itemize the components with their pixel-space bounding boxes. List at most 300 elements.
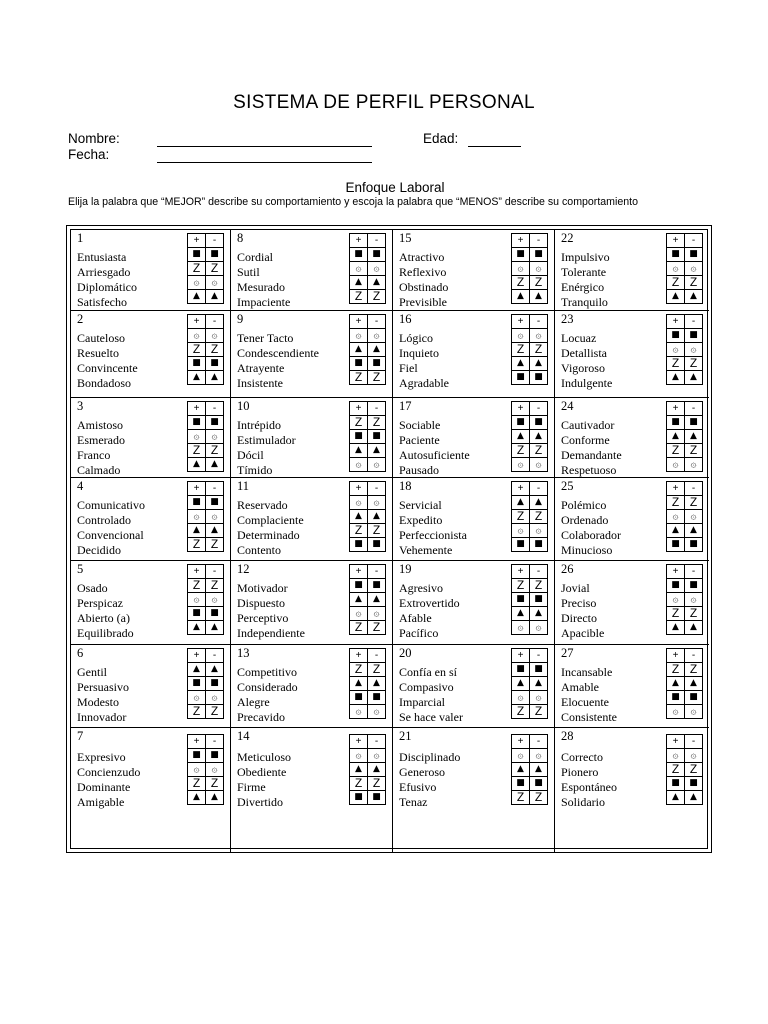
gear-icon[interactable]: ۞	[188, 510, 206, 524]
triangle-icon[interactable]: ▲	[667, 371, 685, 385]
square-icon[interactable]: ■	[368, 357, 386, 371]
gear-icon[interactable]: ۞	[350, 749, 368, 763]
square-icon[interactable]: ■	[530, 593, 548, 607]
triangle-icon[interactable]: ▲	[530, 677, 548, 691]
gear-icon[interactable]: ۞	[667, 458, 685, 472]
square-icon[interactable]: ■	[188, 357, 206, 371]
triangle-icon[interactable]: ▲	[685, 524, 703, 538]
triangle-icon[interactable]: ▲	[188, 371, 206, 385]
square-icon[interactable]: ■	[667, 691, 685, 705]
z-letter-icon[interactable]: Z	[685, 357, 703, 371]
gear-icon[interactable]: ۞	[188, 276, 206, 290]
z-letter-icon[interactable]: Z	[512, 705, 530, 719]
most-header: +	[667, 482, 685, 496]
triangle-icon[interactable]: ▲	[350, 510, 368, 524]
group-number: 28	[561, 729, 574, 743]
z-letter-icon[interactable]: Z	[685, 763, 703, 777]
gear-icon[interactable]: ۞	[368, 705, 386, 719]
z-letter-icon[interactable]: Z	[188, 262, 206, 276]
word-option: Tenaz	[399, 795, 428, 809]
word-option: Extrovertido	[399, 596, 460, 610]
square-icon[interactable]: ■	[530, 538, 548, 552]
square-icon[interactable]: ■	[206, 357, 224, 371]
triangle-icon[interactable]: ▲	[206, 621, 224, 635]
triangle-icon[interactable]: ▲	[368, 343, 386, 357]
word-option: Autosuficiente	[399, 448, 470, 462]
z-letter-icon[interactable]: Z	[206, 777, 224, 791]
gear-icon[interactable]: ۞	[685, 510, 703, 524]
triangle-icon[interactable]: ▲	[667, 290, 685, 304]
gear-icon[interactable]: ۞	[530, 749, 548, 763]
triangle-icon[interactable]: ▲	[667, 791, 685, 805]
square-icon[interactable]: ■	[512, 248, 530, 262]
square-icon[interactable]: ■	[667, 777, 685, 791]
z-letter-icon[interactable]: Z	[350, 524, 368, 538]
word-option: Cordial	[237, 250, 273, 264]
triangle-icon[interactable]: ▲	[206, 371, 224, 385]
z-letter-icon[interactable]: Z	[368, 524, 386, 538]
least-header: -	[206, 565, 224, 579]
gear-icon[interactable]: ۞	[667, 510, 685, 524]
square-icon[interactable]: ■	[350, 430, 368, 444]
triangle-icon[interactable]: ▲	[188, 663, 206, 677]
most-header: +	[667, 565, 685, 579]
gear-icon[interactable]: ۞	[350, 705, 368, 719]
square-icon[interactable]: ■	[188, 607, 206, 621]
square-icon[interactable]: ■	[350, 691, 368, 705]
word-group	[555, 230, 709, 311]
triangle-icon[interactable]: ▲	[530, 290, 548, 304]
square-icon[interactable]: ■	[512, 593, 530, 607]
square-icon[interactable]: ■	[368, 248, 386, 262]
z-letter-icon[interactable]: Z	[530, 343, 548, 357]
square-icon[interactable]: ■	[685, 416, 703, 430]
triangle-icon[interactable]: ▲	[512, 290, 530, 304]
date-field[interactable]	[157, 148, 372, 163]
z-letter-icon[interactable]: Z	[350, 371, 368, 385]
square-icon[interactable]: ■	[512, 777, 530, 791]
answer-table	[666, 481, 703, 552]
square-icon[interactable]: ■	[512, 416, 530, 430]
gear-icon[interactable]: ۞	[667, 749, 685, 763]
square-icon[interactable]: ■	[350, 248, 368, 262]
word-option: Atrayente	[237, 361, 285, 375]
least-header: -	[530, 565, 548, 579]
triangle-icon[interactable]: ▲	[368, 444, 386, 458]
answer-table	[511, 233, 548, 304]
z-letter-icon[interactable]: Z	[368, 777, 386, 791]
z-letter-icon[interactable]: Z	[350, 663, 368, 677]
gear-icon[interactable]: ۞	[188, 691, 206, 705]
square-icon[interactable]: ■	[685, 691, 703, 705]
triangle-icon[interactable]: ▲	[667, 677, 685, 691]
word-option: Mesurado	[237, 280, 285, 294]
least-header: -	[368, 735, 386, 749]
gear-icon[interactable]: ۞	[368, 496, 386, 510]
word-option: Consistente	[561, 710, 617, 724]
triangle-icon[interactable]: ▲	[350, 677, 368, 691]
square-icon[interactable]: ■	[350, 579, 368, 593]
answer-table	[511, 401, 548, 472]
z-letter-icon[interactable]: Z	[350, 621, 368, 635]
gear-icon[interactable]: ۞	[530, 329, 548, 343]
word-option: Independiente	[237, 626, 305, 640]
most-header: +	[350, 735, 368, 749]
z-letter-icon[interactable]: Z	[206, 343, 224, 357]
gear-icon[interactable]: ۞	[368, 607, 386, 621]
z-letter-icon[interactable]: Z	[188, 777, 206, 791]
triangle-icon[interactable]: ▲	[512, 763, 530, 777]
triangle-icon[interactable]: ▲	[368, 593, 386, 607]
z-letter-icon[interactable]: Z	[512, 579, 530, 593]
gear-icon[interactable]: ۞	[530, 621, 548, 635]
most-header: +	[350, 234, 368, 248]
z-letter-icon[interactable]: Z	[530, 579, 548, 593]
z-letter-icon[interactable]: Z	[512, 343, 530, 357]
word-option: Demandante	[561, 448, 622, 462]
gear-icon[interactable]: ۞	[350, 262, 368, 276]
word-option: Calmado	[77, 463, 121, 477]
gear-icon[interactable]: ۞	[188, 763, 206, 777]
word-option: Perspicaz	[77, 596, 123, 610]
word-option: Afable	[399, 611, 432, 625]
triangle-icon[interactable]: ▲	[530, 496, 548, 510]
square-icon[interactable]: ■	[685, 329, 703, 343]
z-letter-icon[interactable]: Z	[685, 444, 703, 458]
z-letter-icon[interactable]: Z	[512, 444, 530, 458]
triangle-icon[interactable]: ▲	[685, 621, 703, 635]
word-option: Gentil	[77, 665, 107, 679]
word-option: Detallista	[561, 346, 607, 360]
word-group	[71, 398, 231, 478]
word-option: Convencional	[77, 528, 144, 542]
z-letter-icon[interactable]: Z	[206, 579, 224, 593]
word-option: Se hace valer	[399, 710, 463, 724]
gear-icon[interactable]: ۞	[512, 749, 530, 763]
word-list	[237, 581, 305, 641]
z-letter-icon[interactable]: Z	[350, 416, 368, 430]
z-letter-icon[interactable]: Z	[512, 791, 530, 805]
z-letter-icon[interactable]: Z	[368, 416, 386, 430]
word-list	[561, 331, 612, 391]
square-icon[interactable]: ■	[512, 538, 530, 552]
gear-icon[interactable]: ۞	[368, 329, 386, 343]
word-group	[231, 645, 393, 728]
triangle-icon[interactable]: ▲	[685, 677, 703, 691]
gear-icon[interactable]: ۞	[512, 524, 530, 538]
gear-icon[interactable]: ۞	[685, 705, 703, 719]
most-header: +	[188, 315, 206, 329]
square-icon[interactable]: ■	[667, 538, 685, 552]
group-number: 9	[237, 312, 244, 326]
z-letter-icon[interactable]: Z	[512, 276, 530, 290]
word-option: Ordenado	[561, 513, 609, 527]
triangle-icon[interactable]: ▲	[368, 763, 386, 777]
group-number: 27	[561, 646, 574, 660]
square-icon[interactable]: ■	[667, 329, 685, 343]
square-icon[interactable]: ■	[350, 791, 368, 805]
word-list	[399, 250, 448, 310]
gear-icon[interactable]: ۞	[685, 593, 703, 607]
square-icon[interactable]: ■	[350, 538, 368, 552]
square-icon[interactable]: ■	[530, 663, 548, 677]
gear-icon[interactable]: ۞	[188, 593, 206, 607]
word-group	[393, 561, 555, 645]
triangle-icon[interactable]: ▲	[206, 663, 224, 677]
word-group	[393, 645, 555, 728]
square-icon[interactable]: ■	[206, 749, 224, 763]
gear-icon[interactable]: ۞	[206, 510, 224, 524]
z-letter-icon[interactable]: Z	[685, 276, 703, 290]
group-number: 24	[561, 399, 574, 413]
z-letter-icon[interactable]: Z	[530, 276, 548, 290]
group-number: 23	[561, 312, 574, 326]
square-icon[interactable]: ■	[206, 496, 224, 510]
gear-icon[interactable]: ۞	[530, 524, 548, 538]
z-letter-icon[interactable]: Z	[206, 444, 224, 458]
triangle-icon[interactable]: ▲	[368, 677, 386, 691]
triangle-icon[interactable]: ▲	[685, 430, 703, 444]
gear-icon[interactable]: ۞	[685, 262, 703, 276]
square-icon[interactable]: ■	[368, 691, 386, 705]
word-option: Precavido	[237, 710, 285, 724]
gear-icon[interactable]: ۞	[512, 458, 530, 472]
word-option: Respetuoso	[561, 463, 617, 477]
answer-table	[666, 401, 703, 472]
triangle-icon[interactable]: ▲	[350, 593, 368, 607]
square-icon[interactable]: ■	[667, 579, 685, 593]
z-letter-icon[interactable]: Z	[667, 496, 685, 510]
word-option: Franco	[77, 448, 111, 462]
gear-icon[interactable]: ۞	[368, 458, 386, 472]
z-letter-icon[interactable]: Z	[188, 579, 206, 593]
triangle-icon[interactable]: ▲	[530, 607, 548, 621]
gear-icon[interactable]: ۞	[685, 749, 703, 763]
z-letter-icon[interactable]: Z	[685, 663, 703, 677]
answer-table	[349, 734, 386, 805]
z-letter-icon[interactable]: Z	[530, 444, 548, 458]
gear-icon[interactable]: ۞	[350, 329, 368, 343]
triangle-icon[interactable]: ▲	[206, 458, 224, 472]
z-letter-icon[interactable]: Z	[530, 791, 548, 805]
word-option: Fiel	[399, 361, 418, 375]
z-letter-icon[interactable]: Z	[667, 663, 685, 677]
square-icon[interactable]: ■	[530, 371, 548, 385]
triangle-icon[interactable]: ▲	[512, 677, 530, 691]
gear-icon[interactable]: ۞	[206, 329, 224, 343]
gear-icon[interactable]: ۞	[206, 763, 224, 777]
gear-icon[interactable]: ۞	[667, 343, 685, 357]
square-icon[interactable]: ■	[188, 248, 206, 262]
square-icon[interactable]: ■	[667, 416, 685, 430]
gear-icon[interactable]: ۞	[206, 430, 224, 444]
triangle-icon[interactable]: ▲	[530, 763, 548, 777]
z-letter-icon[interactable]: Z	[206, 262, 224, 276]
gear-icon[interactable]: ۞	[188, 430, 206, 444]
square-icon[interactable]: ■	[368, 579, 386, 593]
group-number: 17	[399, 399, 412, 413]
square-icon[interactable]: ■	[530, 777, 548, 791]
answer-table	[511, 564, 548, 635]
word-group	[71, 728, 231, 852]
triangle-icon[interactable]: ▲	[350, 343, 368, 357]
triangle-icon[interactable]: ▲	[188, 290, 206, 304]
square-icon[interactable]: ■	[530, 416, 548, 430]
z-letter-icon[interactable]: Z	[667, 763, 685, 777]
least-header: -	[368, 234, 386, 248]
triangle-icon[interactable]: ▲	[188, 458, 206, 472]
triangle-icon[interactable]: ▲	[188, 621, 206, 635]
gear-icon[interactable]: ۞	[667, 705, 685, 719]
triangle-icon[interactable]: ▲	[206, 290, 224, 304]
z-letter-icon[interactable]: Z	[188, 538, 206, 552]
triangle-icon[interactable]: ▲	[206, 791, 224, 805]
z-letter-icon[interactable]: Z	[667, 607, 685, 621]
triangle-icon[interactable]: ▲	[512, 607, 530, 621]
group-number: 13	[237, 646, 250, 660]
gear-icon[interactable]: ۞	[350, 496, 368, 510]
word-option: Impulsivo	[561, 250, 610, 264]
gear-icon[interactable]: ۞	[512, 262, 530, 276]
word-group	[231, 561, 393, 645]
word-option: Insistente	[237, 376, 283, 390]
square-icon[interactable]: ■	[685, 579, 703, 593]
word-group	[555, 398, 709, 478]
triangle-icon[interactable]: ▲	[685, 290, 703, 304]
z-letter-icon[interactable]: Z	[188, 705, 206, 719]
gear-icon[interactable]: ۞	[188, 329, 206, 343]
group-number: 1	[77, 231, 84, 245]
triangle-icon[interactable]: ▲	[530, 357, 548, 371]
age-field[interactable]	[468, 132, 521, 147]
gear-icon[interactable]: ۞	[206, 276, 224, 290]
z-letter-icon[interactable]: Z	[667, 444, 685, 458]
gear-icon[interactable]: ۞	[530, 262, 548, 276]
gear-icon[interactable]: ۞	[685, 458, 703, 472]
square-icon[interactable]: ■	[206, 677, 224, 691]
square-icon[interactable]: ■	[368, 538, 386, 552]
gear-icon[interactable]: ۞	[685, 343, 703, 357]
triangle-icon[interactable]: ▲	[685, 791, 703, 805]
gear-icon[interactable]: ۞	[206, 593, 224, 607]
word-group	[393, 478, 555, 561]
word-list	[77, 581, 134, 641]
word-option: Esmerado	[77, 433, 125, 447]
gear-icon[interactable]: ۞	[206, 691, 224, 705]
gear-icon[interactable]: ۞	[512, 621, 530, 635]
gear-icon[interactable]: ۞	[530, 458, 548, 472]
square-icon[interactable]: ■	[188, 496, 206, 510]
square-icon[interactable]: ■	[206, 607, 224, 621]
name-field[interactable]	[157, 132, 372, 147]
square-icon[interactable]: ■	[685, 777, 703, 791]
square-icon[interactable]: ■	[350, 357, 368, 371]
triangle-icon[interactable]: ▲	[350, 444, 368, 458]
word-option: Tener Tacto	[237, 331, 294, 345]
gear-icon[interactable]: ۞	[350, 607, 368, 621]
gear-icon[interactable]: ۞	[667, 262, 685, 276]
z-letter-icon[interactable]: Z	[368, 663, 386, 677]
group-number: 3	[77, 399, 84, 413]
triangle-icon[interactable]: ▲	[512, 357, 530, 371]
square-icon[interactable]: ■	[667, 248, 685, 262]
z-letter-icon[interactable]: Z	[368, 621, 386, 635]
triangle-icon[interactable]: ▲	[667, 524, 685, 538]
square-icon[interactable]: ■	[206, 416, 224, 430]
least-header: -	[530, 735, 548, 749]
z-letter-icon[interactable]: Z	[350, 290, 368, 304]
z-letter-icon[interactable]: Z	[368, 371, 386, 385]
z-letter-icon[interactable]: Z	[188, 444, 206, 458]
z-letter-icon[interactable]: Z	[368, 290, 386, 304]
group-number: 26	[561, 562, 574, 576]
square-icon[interactable]: ■	[512, 371, 530, 385]
z-letter-icon[interactable]: Z	[206, 538, 224, 552]
triangle-icon[interactable]: ▲	[512, 496, 530, 510]
age-label: Edad:	[423, 131, 459, 146]
z-letter-icon[interactable]: Z	[512, 510, 530, 524]
z-letter-icon[interactable]: Z	[188, 343, 206, 357]
gear-icon[interactable]: ۞	[530, 691, 548, 705]
square-icon[interactable]: ■	[188, 416, 206, 430]
word-option: Tolerante	[561, 265, 607, 279]
gear-icon[interactable]: ۞	[350, 458, 368, 472]
triangle-icon[interactable]: ▲	[667, 621, 685, 635]
z-letter-icon[interactable]: Z	[530, 510, 548, 524]
triangle-icon[interactable]: ▲	[667, 430, 685, 444]
most-header: +	[512, 315, 530, 329]
gear-icon[interactable]: ۞	[368, 749, 386, 763]
z-letter-icon[interactable]: Z	[667, 357, 685, 371]
triangle-icon[interactable]: ▲	[530, 430, 548, 444]
word-list	[561, 250, 610, 310]
z-letter-icon[interactable]: Z	[667, 276, 685, 290]
z-letter-icon[interactable]: Z	[206, 705, 224, 719]
square-icon[interactable]: ■	[188, 677, 206, 691]
square-icon[interactable]: ■	[368, 430, 386, 444]
word-option: Complaciente	[237, 513, 304, 527]
gear-icon[interactable]: ۞	[368, 262, 386, 276]
z-letter-icon[interactable]: Z	[685, 607, 703, 621]
z-letter-icon[interactable]: Z	[350, 777, 368, 791]
triangle-icon[interactable]: ▲	[368, 276, 386, 290]
gear-icon[interactable]: ۞	[667, 593, 685, 607]
square-icon[interactable]: ■	[685, 538, 703, 552]
triangle-icon[interactable]: ▲	[685, 371, 703, 385]
z-letter-icon[interactable]: Z	[530, 705, 548, 719]
square-icon[interactable]: ■	[368, 791, 386, 805]
triangle-icon[interactable]: ▲	[350, 276, 368, 290]
most-header: +	[188, 482, 206, 496]
triangle-icon[interactable]: ▲	[188, 524, 206, 538]
gear-icon[interactable]: ۞	[512, 329, 530, 343]
square-icon[interactable]: ■	[512, 663, 530, 677]
square-icon[interactable]: ■	[188, 749, 206, 763]
square-icon[interactable]: ■	[530, 248, 548, 262]
triangle-icon[interactable]: ▲	[512, 430, 530, 444]
triangle-icon[interactable]: ▲	[368, 510, 386, 524]
z-letter-icon[interactable]: Z	[685, 496, 703, 510]
triangle-icon[interactable]: ▲	[206, 524, 224, 538]
triangle-icon[interactable]: ▲	[188, 791, 206, 805]
square-icon[interactable]: ■	[685, 248, 703, 262]
word-option: Apacible	[561, 626, 605, 640]
word-option: Satisfecho	[77, 295, 127, 309]
square-icon[interactable]: ■	[206, 248, 224, 262]
gear-icon[interactable]: ۞	[512, 691, 530, 705]
triangle-icon[interactable]: ▲	[350, 763, 368, 777]
group-number: 12	[237, 562, 250, 576]
